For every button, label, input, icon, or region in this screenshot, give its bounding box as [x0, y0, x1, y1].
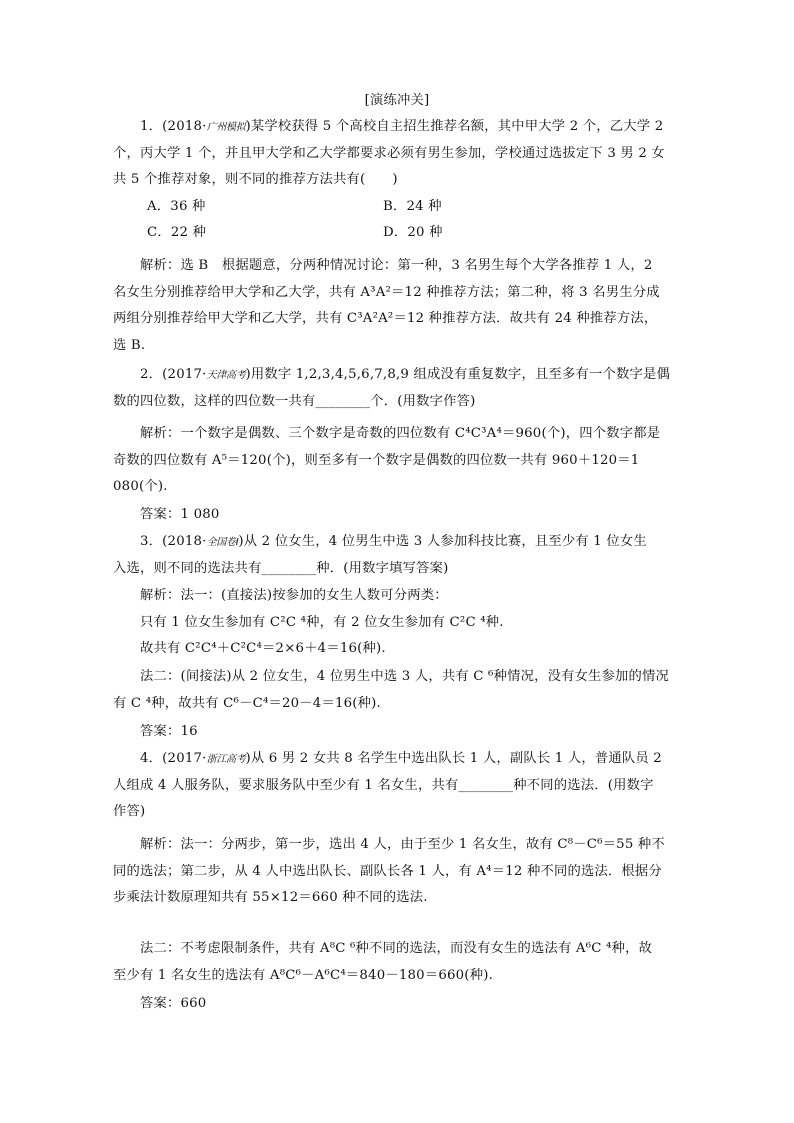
q2-line-2: 数的四位数，这样的四位数一共有________个．(用数字作答) [113, 393, 476, 409]
q1-analysis-3: 两组分别推荐给甲大学和乙大学，共有 C³A²A²＝12 种推荐方法．故共有 24 种推荐方法， [113, 311, 658, 326]
q3-analysis-5: 有 C ⁴种，故共有 C⁶－C⁴＝20－4＝16(种). [113, 695, 381, 711]
q1-analysis-4: 选 B. [113, 337, 146, 353]
q3-text: )从 2 位女生，4 位男生中选 3 人参加科技比赛，且至少有 1 位女生 [238, 534, 647, 549]
q4-year: 4．(2017· [140, 751, 207, 766]
q1-option-a: A．36 种 [147, 198, 206, 214]
q1-analysis-1: 解析：选 B 根据题意，分两种情况讨论：第一种，3 名男生每个大学各推荐 1 人，2 [140, 258, 653, 273]
q1-source: 广州模拟 [206, 122, 246, 133]
q1-line-1 [113, 114, 708, 142]
q4-line-2: 人组成 4 人服务队，要求服务队中至少有 1 名女生，共有________种不同的选法．(用数字 [113, 777, 654, 793]
q2-text: )用数字 1,2,3,4,5,6,7,8,9 组成没有重复数字，且至多有一个数字是偶 [245, 367, 670, 382]
q1-year: 1．(2018· [140, 119, 207, 134]
q1-line-3: 共 5 个推荐对象，则不同的推荐方法共有( ) [113, 172, 398, 187]
q1-text: )某学校获得 5 个高校自主招生推荐名额，其中甲大学 2 个，乙大学 2 [245, 119, 664, 134]
q4-analysis-1: 解析：法一：分两步，第一步，选出 4 人，由于至少 1 名女生，故有 C⁸－C⁶＝55 种不 [140, 837, 665, 852]
q3-answer: 答案：16 [140, 724, 198, 739]
q2-analysis-3: 080(个). [113, 479, 168, 494]
q3-year: 3．(2018· [140, 534, 207, 549]
q3-analysis-3: 故共有 C²C⁴＋C²C⁴＝2×6＋4＝16(种). [140, 641, 386, 656]
q3-line-1 [113, 529, 708, 557]
q3-analysis-1: 解析：法一：(直接法)按参加的女生人数可分两类： [140, 588, 448, 603]
section-title: [演练冲关] [364, 93, 430, 108]
q4-analysis-3: 步乘法计数原理知共有 55×12＝660 种不同的选法. [113, 890, 428, 905]
q3-analysis-4: 法二：(间接法)从 2 位女生，4 位男生中选 3 人，共有 C ⁶种情况，没有女生参加的情况 [140, 669, 670, 684]
q3-analysis-2: 只有 1 位女生参加有 C²C ⁴种，有 2 位女生参加有 C²C ⁴种. [140, 614, 504, 630]
q4-answer: 答案：660 [140, 996, 207, 1011]
q4-analysis-4: 法二：不考虑限制条件，共有 A⁸C ⁶种不同的选法，而没有女生的选法有 A⁶C ⁴种，故 [140, 941, 653, 956]
q4-source: 浙江高考 [206, 754, 246, 765]
q3-line-2: 入选，则不同的选法共有________种．(用数字填写答案) [113, 560, 449, 576]
q1-line-2: 个，丙大学 1 个，并且甲大学和乙大学都要求必须有男生参加，学校通过选拔定下 3 男 2 女 [113, 145, 665, 161]
q2-source: 天津高考 [206, 370, 246, 381]
q2-answer: 答案：1 080 [140, 507, 220, 522]
q2-year: 2．(2017· [140, 367, 207, 382]
q1-analysis-2: 名女生分别推荐给甲大学和乙大学，共有 A³A²＝12 种推荐方法；第二种，将 3 名男生分成 [113, 284, 660, 300]
q2-analysis-2: 奇数的四位数有 A⁵＝120(个)，则至多有一个数字是偶数的四位数一共有 960＋120＝1 [113, 452, 640, 468]
q4-line-1 [113, 746, 708, 774]
q2-line-1 [113, 362, 708, 390]
q1-option-d: D．20 种 [383, 225, 443, 240]
q4-analysis-2: 同的选法；第二步，从 4 人中选出队长、副队长各 1 人，有 A⁴＝12 种不同的选法．根据分 [113, 863, 662, 879]
q3-source: 全国卷Ⅰ [206, 537, 239, 548]
q2-analysis-1: 解析：一个数字是偶数、三个数字是奇数的四位数有 C⁴C³A⁴＝960(个)，四个数字都是 [140, 426, 661, 441]
q4-text: )从 6 男 2 女共 8 名学生中选出队长 1 人，副队长 1 人，普通队员 2 [245, 751, 662, 766]
q4-analysis-5: 至少有 1 名女生的选法有 A⁸C⁶－A⁶C⁴＝840－180＝660(种). [113, 967, 494, 983]
q4-line-3: 作答) [113, 804, 146, 819]
q1-option-b: B．24 种 [383, 198, 442, 214]
q1-option-c: C．22 种 [147, 225, 207, 240]
